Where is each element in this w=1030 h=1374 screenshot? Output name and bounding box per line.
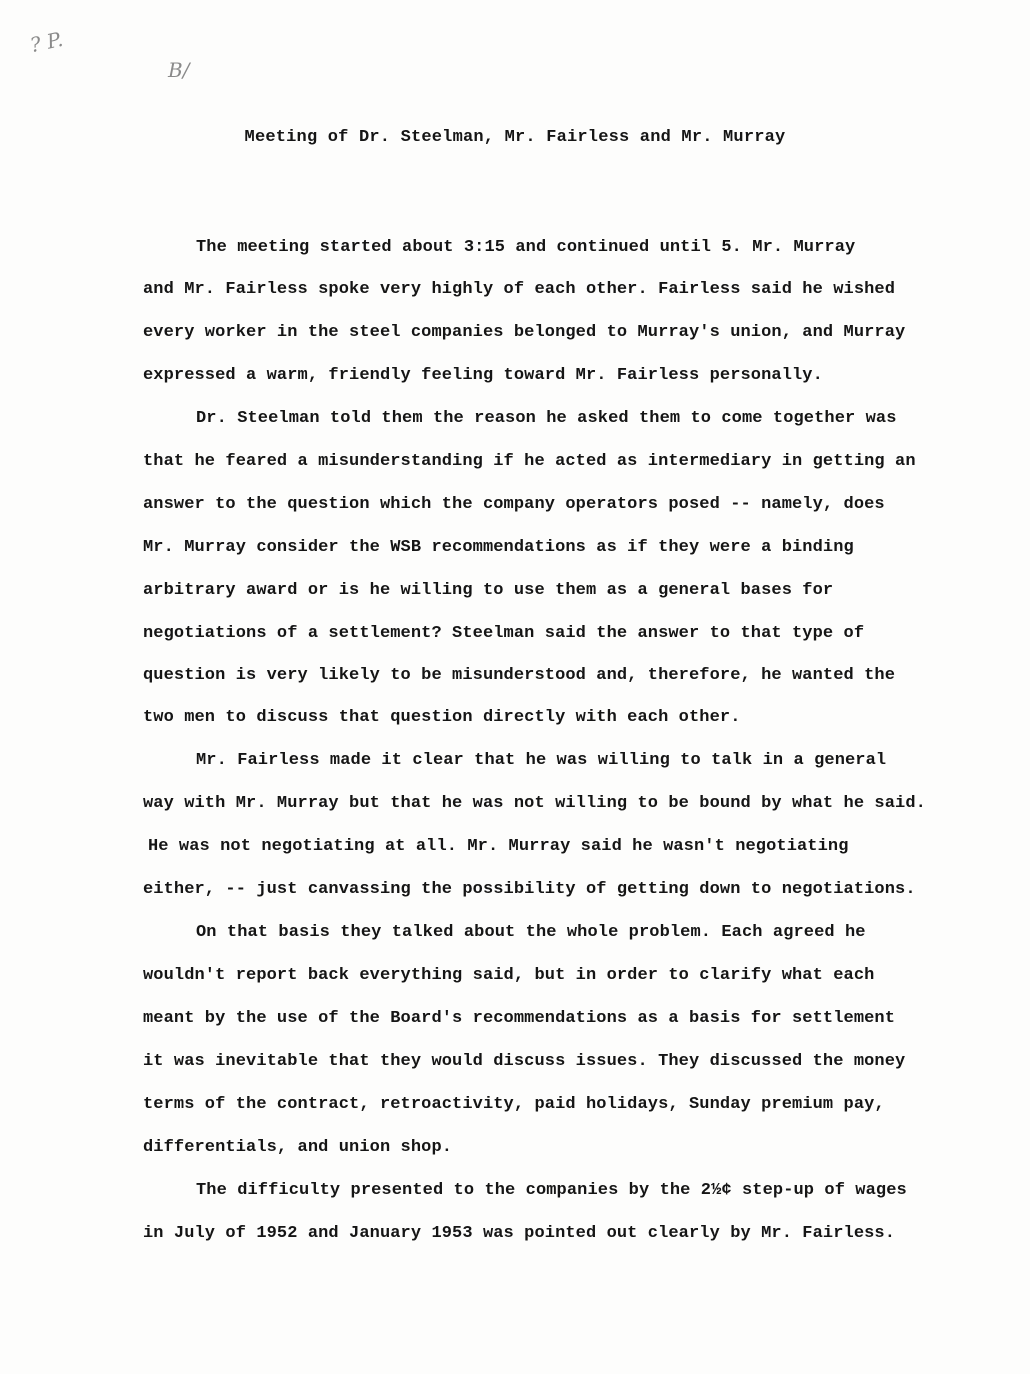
- text-line: On that basis they talked about the whole problem. Each agreed he: [196, 923, 866, 942]
- text-line: He was not negotiating at all. Mr. Murray said he wasn't negotiating: [148, 837, 849, 856]
- text-line: negotiations of a settlement? Steelman said the answer to that type of: [143, 624, 865, 643]
- text-line: that he feared a misunderstanding if he acted as intermediary in getting an: [143, 452, 916, 471]
- handwritten-mark: ? P.: [27, 26, 65, 58]
- text-line: two men to discuss that question directly with each other.: [143, 708, 741, 727]
- text-line: question is very likely to be misunderstood and, therefore, he wanted the: [143, 666, 896, 685]
- text-line: either, -- just canvassing the possibility of getting down to negotiations.: [143, 880, 916, 899]
- text-line: differentials, and union shop.: [143, 1138, 453, 1157]
- text-line: answer to the question which the company operators posed -- namely, does: [143, 495, 885, 514]
- text-line: and Mr. Fairless spoke very highly of each other. Fairless said he wished: [143, 280, 896, 299]
- text-line: it was inevitable that they would discuss issues. They discussed the money: [143, 1052, 906, 1071]
- text-line: Mr. Murray consider the WSB recommendations as if they were a binding: [143, 538, 854, 557]
- text-line: meant by the use of the Board's recommendations as a basis for settlement: [143, 1009, 896, 1028]
- handwritten-mark: B/: [168, 58, 190, 82]
- text-line: way with Mr. Murray but that he was not willing to be bound by what he said.: [143, 794, 926, 813]
- text-line: wouldn't report back everything said, but in order to clarify what each: [143, 966, 875, 985]
- document-title: Meeting of Dr. Steelman, Mr. Fairless and Mr. Murray: [244, 128, 786, 147]
- text-line: The difficulty presented to the companies by the 2½¢ step-up of wages: [196, 1181, 907, 1200]
- text-line: Mr. Fairless made it clear that he was willing to talk in a general: [196, 751, 887, 770]
- text-line: Dr. Steelman told them the reason he asked them to come together was: [196, 409, 897, 428]
- text-line: expressed a warm, friendly feeling toward Mr. Fairless personally.: [143, 366, 823, 385]
- text-line: terms of the contract, retroactivity, paid holidays, Sunday premium pay,: [143, 1095, 885, 1114]
- text-line: every worker in the steel companies belonged to Murray's union, and Murray: [143, 323, 906, 342]
- text-line: arbitrary award or is he willing to use them as a general bases for: [143, 581, 834, 600]
- text-line: in July of 1952 and January 1953 was pointed out clearly by Mr. Fairless.: [143, 1224, 896, 1243]
- text-line: The meeting started about 3:15 and continued until 5. Mr. Murray: [196, 238, 856, 257]
